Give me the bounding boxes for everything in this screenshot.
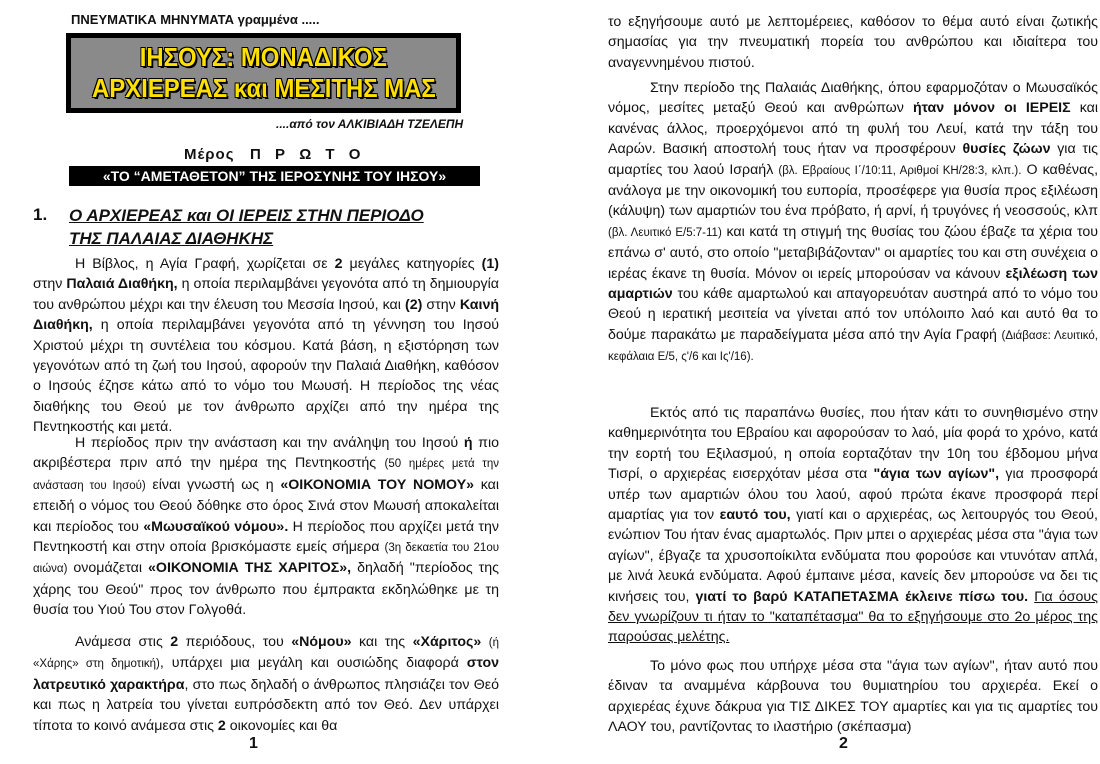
right-body-3: [608, 656, 1098, 738]
paragraph-r0: το εξηγήσουμε αυτό με λεπτομέρειες, καθόσον το θέμα αυτό είναι ζωτικής σημασίας για την πνευματική πορεία του ανθρώπου και ιδιαίτερα του αναγεννημένου πιστού.: [608, 14, 1098, 71]
right-body-1: [608, 78, 1098, 368]
title-box: [66, 33, 461, 113]
paragraph-1: Η Βίβλος, η Αγία Γραφή, χωρίζεται σε 2 μεγάλες κατηγορίες (1) στην Παλαιά Διαθήκη, η οποία περιλαμβάνει γεγονότα από τη δημιουργία του ανθρώπου μέχρι και την έλευση του Μεσσία Ιησού, και (2) στην Καινή Διαθήκη, η οποία περιλαμβάνει γεγονότα από τη γέννηση του Ιησού Χριστού μέχρι τη συντέλεια του κόσμου. Κατά βάση, η εξιστόρηση των γεγονότων από τη ζωή του Ιησού, αφορούν την Παλαιά Διαθήκη, καθόσον ο Ιησούς έζησε κάτω από το νόμο του Μωυσή. Η περίοδος της νέας διαθήκης του Θεού με τον άνθρωπο αρχίζει από την ημέρα της Πεντηκοστής και μετά.: [33, 256, 500, 436]
section-title: [69, 204, 499, 250]
part-heading: [184, 146, 365, 163]
right-body-2: [608, 403, 1098, 648]
paragraph-r1: Στην περίοδο της Παλαιάς Διαθήκης, όπου εφαρμοζόταν ο Μωυσαϊκός νόμος, μεσίτες μεταξύ Θεού και ανθρώπων ήταν μόνον οι ΙΕΡΕΙΣ και κανένας άλλος, προερχόμενοι από τη φυλή του Λευί, κατά την τάξη του Ααρών. Βασική αποστολή τους ήταν να προσφέρουν θυσίες ζώων για τις αμαρτίες του λαού Ισραήλ (βλ. Εβραίους Ι΄/10:11, Αριθμοί ΚΗ/28:3, κλπ.). Ο καθένας, ανάλογα με την οικονομική του ευπορία, προσέφερε για θυσία προς εξιλέωση (κάλυψη) των αμαρτιών του ένα πρόβατο, ή αρνί, ή τρυγόνες ή νεοσσούς, κλπ (βλ. Λευιτικό Ε/5:7-11) και κατά τη στιγμή της θυσίας του ζώου έβαζε τα χέρια του επάνω σ' αυτό, στο οποίο "μεταβιβάζονταν" οι αμαρτίες του και στη συνέχεια ο ιερέας έκανε τη θυσία. Μόνον οι ιερείς μπορούσαν να κάνουν εξιλέωση των αμαρτιών του κάθε αμαρτωλού και απαγορευόταν αυστηρά από το νόμο του Θεού η ιερατική μεσιτεία να γίνεται από τον υπόλοιπο λαό και αυτό θα το δούμε παρακάτω με παραδείγματα μέσα από την Αγία Γραφή (Διάβασε: Λευιτικό, κεφάλαια Ε/5, ς'/6 και Ις'/16).: [608, 80, 1099, 364]
paragraph-r3: Το μόνο φως που υπήρχε μέσα στα "άγια των αγίων", ήταν αυτό που έδιναν τα αναμμένα κάρβουνα του θυμιατηρίου του αρχιερέα. Εκεί ο αρχιερέας έχυνε δάκρυα για ΤΙΣ ΔΙΚΕΣ ΤΟΥ αμαρτίες και για τις αμαρτίες του ΛΑΟΥ του, ραντίζοντας το ιλαστήριο (σκέπασμα): [608, 658, 1098, 736]
section-title-line-2: ΤΗΣ ΠΑΛΑΙΑΣ ΔΙΑΘΗΚΗΣ: [69, 229, 274, 248]
title-line-1: ΙΗΣΟΥΣ: ΜΟΝΑΔΙΚΟΣ: [139, 42, 388, 72]
left-page: [0, 0, 545, 764]
left-body-2: [33, 433, 499, 621]
page-number: 1: [249, 735, 258, 752]
part-subtitle-bar: «ΤΟ “ΑΜΕΤΑΘΕΤΟΝ” ΤΗΣ ΙΕΡΟΣΥΝΗΣ ΤΟΥ ΙΗΣΟΥ»: [69, 166, 480, 186]
part-label: Μέρος: [184, 146, 235, 163]
series-header: ΠΝΕΥΜΑΤΙΚΑ ΜΗΝΥΜΑΤΑ γραμμένα .....: [71, 12, 320, 27]
left-body-3: [33, 632, 499, 736]
page-number: 2: [839, 735, 848, 752]
title-inner: [71, 38, 456, 108]
right-body-0: [608, 12, 1098, 73]
paragraph-2: Η περίοδος πριν την ανάσταση και την ανάληψη του Ιησού ή πιο ακριβέστερα πριν από την ημέρα της Πεντηκοστής (50 ημέρες μετά την ανάσταση του Ιησού) είναι γνωστή ως η «ΟΙΚΟΝΟΜΙΑ ΤΟΥ ΝΟΜΟΥ» και επειδή ο νόμος του Θεού δόθηκε στο όρος Σινά στον Μωυσή αποκαλείται και περίοδος του «Μωυσαϊκού νόμου». Η περίοδος που αρχίζει μετά την Πεντηκοστή και στην οποία βρισκόμαστε εμείς σήμερα (3η δεκαετία του 21ου αιώνα) ονομάζεται «ΟΙΚΟΝΟΜΙΑ ΤΗΣ ΧΑΡΙΤΟΣ», δηλαδή "περίοδος της χάρης του Θεού" προς τον άνθρωπο που έμπρακτα εκδηλώθηκε με τη θυσία του Υιού Του στον Γολγοθά.: [33, 435, 500, 619]
part-value: Π Ρ Ω Τ Ο: [250, 146, 366, 163]
right-page: [555, 0, 1100, 764]
section-number: 1.: [33, 205, 48, 224]
section-title-line-1: Ο ΑΡΧΙΕΡΕΑΣ και ΟΙ ΙΕΡΕΙΣ ΣΤΗΝ ΠΕΡΙΟΔΟ: [69, 206, 424, 225]
paragraph-3: Ανάμεσα στις 2 περιόδους, του «Νόμου» και της «Χάριτος» (ή «Χάρης» στη δημοτική), υπάρχει μια μεγάλη και ουσιώδης διαφορά στον λατρευτικό χαρακτήρα, στο πως δηλαδή ο άνθρωπος πλησιάζει τον Θεό και πως η λατρεία του γίνεται ευπρόσδεκτη από τον Θεό. Δεν υπάρχει τίποτα το κοινό ανάμεσα στις 2 οικονομίες και θα: [33, 634, 499, 734]
left-body: [33, 254, 499, 438]
title-line-2: ΑΡΧΙΕΡΕΑΣ και ΜΕΣΙΤΗΣ ΜΑΣ: [91, 73, 436, 103]
author-line: ....από τον ΑΛΚΙΒΙΑΔΗ ΤΖΕΛΕΠΗ: [276, 117, 464, 131]
paragraph-r2: Εκτός από τις παραπάνω θυσίες, που ήταν κάτι το συνηθισμένο στην καθημερινότητα του Εβραίου και αφορούσαν το λαό, μία φορά το χρόνο, κατά την εορτή του Εξιλασμού, η οποία εορταζόταν την 10η του έβδομου μήνα Τισρί, ο αρχιερέας εισερχόταν μέσα στα "άγια των αγίων", για προσφορά υπέρ των αμαρτιών όλου του λαού, αφού πρώτα έκανε προσφορά περί αμαρτίας για τον εαυτό του, γιατί και ο αρχιερέας, ως λειτουργός του Θεού, ενώπιον Του ήταν ένας αμαρτωλός. Πριν μπει ο αρχιερέας μέσα στα "άγια των αγίων", έβγαζε τα χρυσοποίκιλτα ενδύματα που φορούσε και ντυνόταν απλά, με λινά λευκά ενδύματα. Αφού έμπαινε μέσα, κανείς δεν μπορούσε να δει τις κινήσεις του, γιατί το βαρύ ΚΑΤΑΠΕΤΑΣΜΑ έκλεινε πίσω του. Για όσους δεν γνωρίζουν τι ήταν το "καταπέτασμα" θα το εξηγήσουμε στο 2ο μέρος της παρούσας μελέτης.: [608, 405, 1099, 646]
